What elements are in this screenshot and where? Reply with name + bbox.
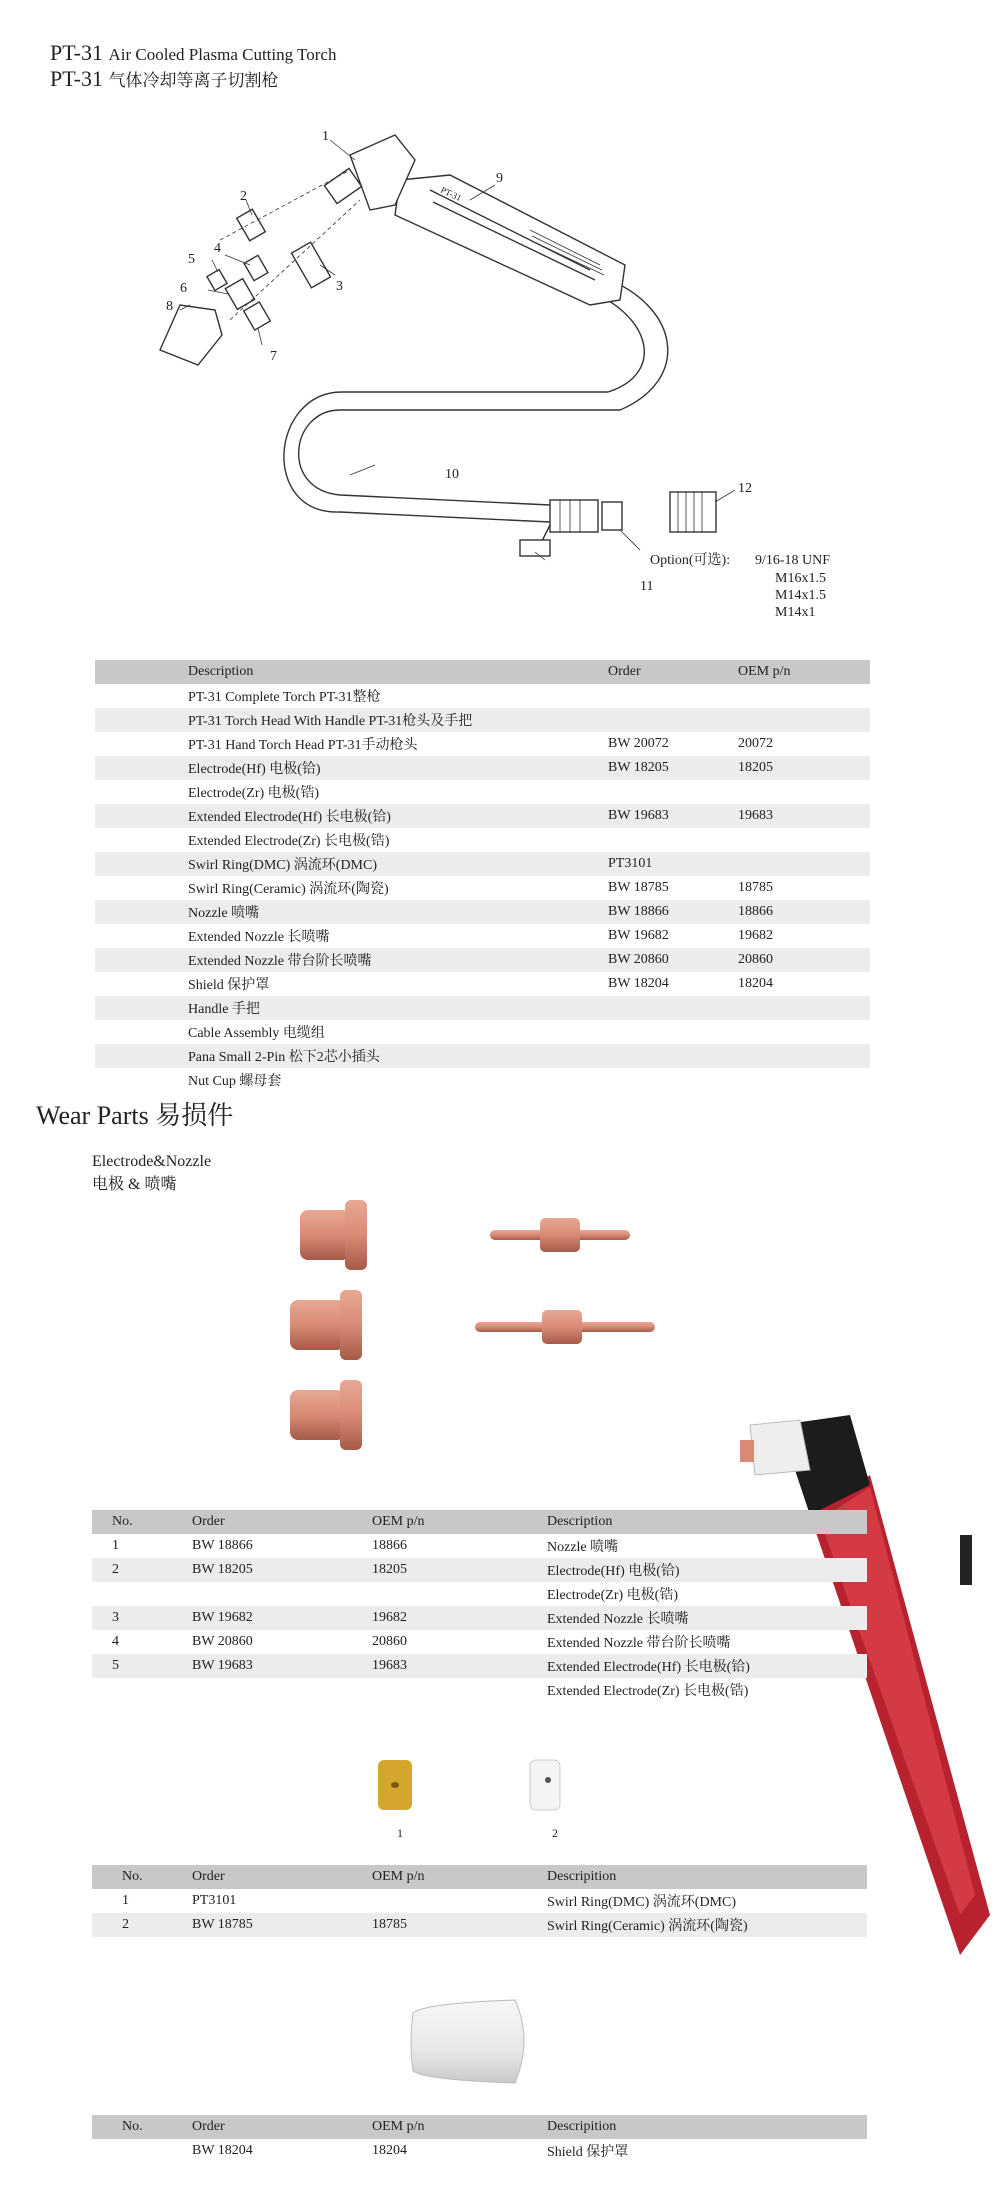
title-zh-line — [50, 66, 278, 92]
cell-desc: Extended Electrode(Hf) 长电极(铪) — [170, 804, 590, 828]
cell-order: BW 20860 — [192, 1634, 253, 1649]
shield-table-header — [92, 2115, 867, 2139]
cell-order: BW 19682 — [608, 928, 669, 943]
exploded-diagram — [150, 120, 890, 630]
cell-order: BW 20072 — [608, 736, 669, 751]
cell-no: 3 — [92, 1606, 172, 1630]
cell-desc: Swirl Ring(Ceramic) 涡流环(陶瓷) — [527, 1913, 867, 1937]
cell-empty — [95, 900, 170, 924]
cell-oem: 18785 — [738, 880, 773, 895]
cell-oem: 20860 — [720, 948, 870, 972]
cell-order — [590, 684, 720, 708]
cell-desc: Electrode(Zr) 电极(锆) — [547, 1588, 678, 1603]
cell-empty — [95, 708, 170, 732]
cell-oem: 18204 — [738, 976, 773, 991]
cell-order — [590, 780, 720, 804]
label-2: 2 — [240, 189, 247, 204]
table-row — [95, 972, 870, 996]
header-order: Order — [590, 660, 720, 684]
table-row — [95, 948, 870, 972]
cell-empty — [95, 804, 170, 828]
label-4: 4 — [214, 241, 221, 256]
table-row — [95, 780, 870, 804]
table-row — [95, 1020, 870, 1044]
header-description: Descripition — [527, 2115, 867, 2139]
electrode-2 — [475, 1310, 655, 1344]
table-row — [92, 1889, 867, 1913]
header-description: Descripition — [527, 1865, 867, 1889]
swirl-caption-1: 1 — [397, 1826, 403, 1840]
nozzle-2 — [290, 1290, 362, 1360]
cell-order — [590, 708, 720, 732]
cell-order — [590, 996, 720, 1020]
cell-empty — [95, 972, 170, 996]
table-row — [95, 996, 870, 1020]
cell-desc: Extended Electrode(Zr) 长电极(锆) — [188, 834, 390, 849]
header-order: Order — [172, 1865, 352, 1889]
cell-oem — [352, 1678, 527, 1702]
cell-order: BW 19683 — [172, 1654, 352, 1678]
cell-desc: Electrode(Hf) 电极(铪) — [527, 1558, 867, 1582]
table-row — [95, 1068, 870, 1092]
cell-empty — [95, 996, 170, 1020]
title-zh: 气体冷却等离子切割枪 — [108, 71, 279, 90]
thread-option-2: M16x1.5 — [775, 571, 826, 586]
cell-oem — [352, 1889, 527, 1913]
table-row — [92, 1913, 867, 1937]
header-order: Order — [172, 2115, 352, 2139]
label-1: 1 — [322, 129, 329, 144]
table-row — [92, 1558, 867, 1582]
cell-order: BW 18785 — [172, 1913, 352, 1937]
cell-desc: Extended Nozzle 带台阶长喷嘴 — [547, 1636, 731, 1651]
cell-oem: 19682 — [738, 928, 773, 943]
cell-order: BW 20860 — [590, 948, 720, 972]
cell-oem: 18205 — [352, 1558, 527, 1582]
parts-table — [95, 660, 870, 1092]
cell-desc: Electrode(Hf) 电极(铪) — [170, 756, 590, 780]
cell-desc: Nozzle 喷嘴 — [547, 1540, 619, 1555]
cell-order: BW 18204 — [192, 2143, 253, 2158]
cell-empty — [95, 1020, 170, 1044]
table-row — [95, 876, 870, 900]
cell-oem: 19683 — [352, 1654, 527, 1678]
cell-empty — [95, 876, 170, 900]
electrode-nozzle-table — [92, 1510, 867, 1702]
table-row — [95, 828, 870, 852]
cell-no: 2 — [92, 1913, 172, 1937]
cell-order: BW 18866 — [192, 1538, 253, 1553]
header-no: No. — [92, 1510, 172, 1534]
model-name: PT-31 — [50, 40, 103, 65]
thread-option-3: M14x1.5 — [775, 588, 826, 603]
cell-desc: Shield 保护罩 — [188, 978, 270, 993]
cell-oem: 19683 — [720, 804, 870, 828]
label-3: 3 — [336, 279, 343, 294]
title-en: Air Cooled Plasma Cutting Torch — [108, 45, 337, 64]
cell-oem — [352, 1582, 527, 1606]
cell-desc: Electrode(Zr) 电极(锆) — [188, 786, 319, 801]
cell-desc: Nut Cup 螺母套 — [188, 1074, 282, 1089]
cell-desc: Extended Nozzle 带台阶长喷嘴 — [170, 948, 590, 972]
cell-oem: 20072 — [738, 736, 773, 751]
nozzle-1 — [300, 1200, 367, 1270]
cell-desc: Swirl Ring(Ceramic) 涡流环(陶瓷) — [188, 882, 389, 897]
table-row — [92, 1630, 867, 1654]
label-5: 5 — [188, 252, 195, 267]
cell-no: 5 — [92, 1654, 172, 1678]
cell-order: PT3101 — [192, 1893, 237, 1908]
cell-order: BW 19682 — [172, 1606, 352, 1630]
label-9: 9 — [496, 171, 503, 186]
cell-empty — [95, 924, 170, 948]
header-oem: OEM p/n — [352, 1865, 527, 1889]
cell-empty — [95, 684, 170, 708]
cell-oem: 18866 — [372, 1538, 407, 1553]
header-order: Order — [172, 1510, 352, 1534]
swirl-ring-table — [92, 1865, 867, 1937]
table-row — [92, 2139, 867, 2163]
cell-order — [590, 1020, 720, 1044]
cell-no: 1 — [112, 1538, 119, 1553]
cell-empty — [95, 852, 170, 876]
cell-empty — [95, 828, 170, 852]
cell-order: PT3101 — [590, 852, 720, 876]
swirl-table-header — [92, 1865, 867, 1889]
subheading-zh: 电极 & 喷嘴 — [92, 1176, 177, 1193]
header-no: No. — [92, 1865, 172, 1889]
model-name-2: PT-31 — [50, 66, 103, 91]
cell-empty — [95, 756, 170, 780]
table-row — [92, 1582, 867, 1606]
electrode-1 — [490, 1218, 630, 1252]
swirl-ring-ceramic — [530, 1760, 560, 1810]
table-row — [92, 1534, 867, 1558]
cell-desc: Extended Electrode(Zr) 长电极(锆) — [547, 1684, 749, 1699]
table-row — [95, 756, 870, 780]
cell-order — [590, 1068, 720, 1092]
cell-oem: 18204 — [372, 2143, 407, 2158]
label-8: 8 — [166, 299, 173, 314]
electrode-nozzle-images — [270, 1190, 670, 1470]
cell-empty — [95, 780, 170, 804]
cell-no: 4 — [112, 1634, 119, 1649]
cell-desc: Extended Electrode(Hf) 长电极(铪) — [527, 1654, 867, 1678]
cell-desc: Swirl Ring(DMC) 涡流环(DMC) — [547, 1895, 737, 1910]
cell-no — [92, 1582, 172, 1606]
label-11: 11 — [640, 579, 654, 594]
cell-desc: Shield 保护罩 — [547, 2145, 629, 2160]
cell-oem — [720, 996, 870, 1020]
cell-order — [590, 828, 720, 852]
swirl-ring-images — [370, 1755, 570, 1825]
thread-option-4: M14x1 — [775, 605, 816, 620]
cell-desc: Extended Nozzle 长喷嘴 — [188, 930, 330, 945]
cell-oem: 18866 — [720, 900, 870, 924]
header-description: Description — [170, 660, 590, 684]
option-label: Option(可选): — [650, 553, 731, 568]
header-oem: OEM p/n — [352, 1510, 527, 1534]
table-row — [95, 900, 870, 924]
cell-oem — [720, 708, 870, 732]
table-row — [92, 1606, 867, 1630]
cell-empty — [95, 1044, 170, 1068]
cell-no — [92, 2139, 172, 2163]
cell-desc: PT-31 Complete Torch PT-31整枪 — [188, 690, 381, 705]
cell-desc: PT-31 Hand Torch Head PT-31手动枪头 — [188, 738, 418, 753]
cell-desc: PT-31 Torch Head With Handle PT-31枪头及手把 — [170, 708, 590, 732]
swirl-ring-dmc — [378, 1760, 412, 1810]
table-row — [95, 1044, 870, 1068]
cell-oem — [720, 852, 870, 876]
thread-option-1: 9/16-18 UNF — [755, 553, 831, 568]
label-12: 12 — [738, 481, 752, 496]
cell-order: BW 18785 — [608, 880, 669, 895]
table-row — [95, 852, 870, 876]
table-row — [95, 732, 870, 756]
cell-empty — [95, 948, 170, 972]
wear-parts-subheading — [92, 1150, 211, 1196]
parts-table-header — [95, 660, 870, 684]
wear-parts-heading: Wear Parts 易损件 — [36, 1101, 234, 1130]
label-10: 10 — [445, 467, 459, 482]
cell-order: BW 18204 — [608, 976, 669, 991]
subheading-en: Electrode&Nozzle — [92, 1153, 212, 1170]
label-7: 7 — [270, 349, 277, 364]
cell-desc: Cable Assembly 电缆组 — [188, 1026, 325, 1041]
table-row — [95, 684, 870, 708]
cell-order: BW 18866 — [590, 900, 720, 924]
cell-oem — [720, 828, 870, 852]
cell-oem — [720, 684, 870, 708]
cell-oem — [720, 780, 870, 804]
electrode-table-header — [92, 1510, 867, 1534]
header-no: No. — [92, 2115, 172, 2139]
cell-order: BW 18205 — [172, 1558, 352, 1582]
cell-desc: Nozzle 喷嘴 — [170, 900, 590, 924]
table-row — [95, 804, 870, 828]
cell-order: BW 19683 — [590, 804, 720, 828]
cell-empty — [95, 1068, 170, 1092]
cell-oem: 19682 — [352, 1606, 527, 1630]
cell-order: BW 18205 — [590, 756, 720, 780]
table-row — [92, 1654, 867, 1678]
cell-oem: 18205 — [720, 756, 870, 780]
cell-empty — [95, 732, 170, 756]
table-row — [95, 924, 870, 948]
cell-no — [92, 1678, 172, 1702]
cell-no: 1 — [122, 1893, 129, 1908]
handle-text: PT-31 — [439, 184, 464, 203]
shield-image — [405, 1995, 540, 2090]
header-oem: OEM p/n — [352, 2115, 527, 2139]
cell-desc: Extended Nozzle 长喷嘴 — [527, 1606, 867, 1630]
cell-order — [172, 1582, 352, 1606]
cell-oem: 20860 — [372, 1634, 407, 1649]
cell-desc: Pana Small 2-Pin 松下2芯小插头 — [170, 1044, 590, 1068]
cell-desc: Handle 手把 — [170, 996, 590, 1020]
cell-order — [172, 1678, 352, 1702]
table-row — [95, 708, 870, 732]
cell-oem — [720, 1020, 870, 1044]
cell-desc: Swirl Ring(DMC) 涡流环(DMC) — [170, 852, 590, 876]
cell-oem — [720, 1068, 870, 1092]
cell-no: 2 — [92, 1558, 172, 1582]
title-en-line — [50, 40, 336, 66]
nozzle-3 — [290, 1380, 362, 1450]
shield-table — [92, 2115, 867, 2163]
swirl-caption-2: 2 — [552, 1826, 558, 1840]
header-description: Description — [527, 1510, 867, 1534]
cell-oem — [720, 1044, 870, 1068]
label-6: 6 — [180, 281, 187, 296]
cell-oem: 18785 — [352, 1913, 527, 1937]
table-row — [92, 1678, 867, 1702]
header-oem: OEM p/n — [720, 660, 870, 684]
cell-order — [590, 1044, 720, 1068]
